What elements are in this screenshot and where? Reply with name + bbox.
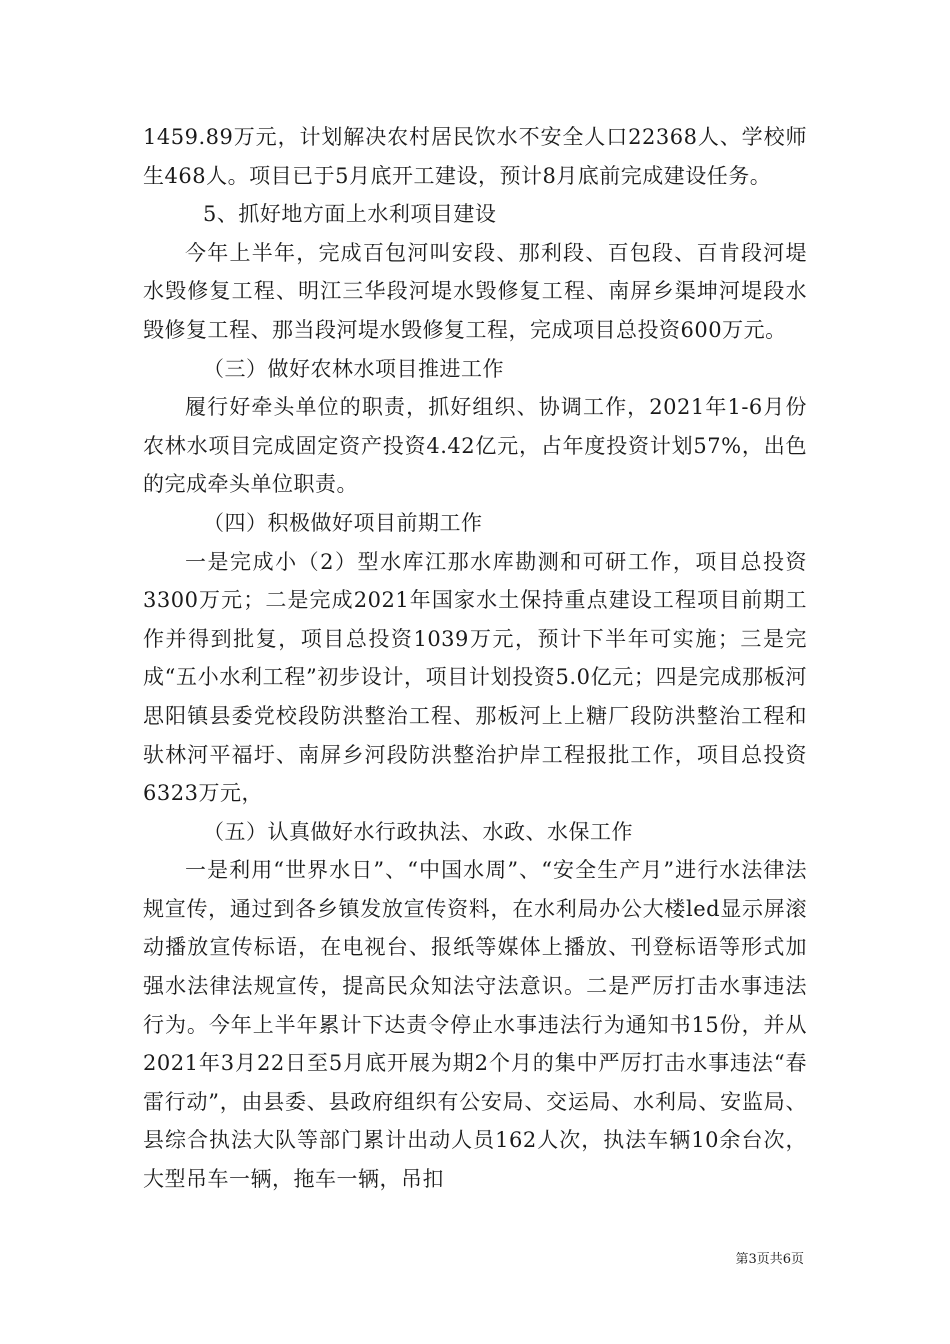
section-heading-5: 5、抓好地方面上水利项目建设	[203, 202, 497, 227]
section-heading-5-enforcement: （五）认真做好水行政执法、水政、水保工作	[203, 819, 633, 844]
page-number: 第3页共6页	[735, 1252, 804, 1267]
section-heading-3: （三）做好农林水项目推进工作	[203, 356, 504, 381]
paragraph-enforcement: 一是利用“世界水日”、“中国水周”、“安全生产月”进行水法律法规宣传，通过到各乡镇发放宣传资料，在水利局办公大楼led显示屏滚动播放宣传标语，在电视台、报纸等媒体上播放、刊登标语等形式加强水法律法规宣传，提高民众知法守法意识。二是严厉打击水事违法行为。今年上半年累计下达责令停止水事违法行为通知书15份，并从2021年3月22日至5月底开展为期2个月的集中严厉打击水事违法“春雷行动”，由县委、县政府组织有公安局、交运局、水利局、安监局、县综合执法大队等部门累计出动人员162人次，执法车辆10余台次，大型吊车一辆，拖车一辆，吊扣	[143, 858, 807, 1192]
document-body	[143, 118, 807, 1199]
paragraph-investment: 履行好牵头单位的职责，抓好组织、协调工作，2021年1-6月份农林水项目完成固定资产投资4.42亿元，占年度投资计划57%，出色的完成牵头单位职责。	[143, 395, 807, 497]
paragraph-continuation: 1459.89万元，计划解决农村居民饮水不安全人口22368人、学校师生468人。项目已于5月底开工建设，预计8月底前完成建设任务。	[143, 125, 807, 188]
paragraph-river-repair: 今年上半年，完成百包河叫安段、那利段、百包段、百肯段河堤水毁修复工程、明江三华段河堤水毁修复工程、南屏乡渠坤河堤段水毁修复工程、那当段河堤水毁修复工程，完成项目总投资600万元。	[143, 240, 807, 342]
section-heading-4: （四）积极做好项目前期工作	[203, 510, 483, 535]
paragraph-preliminary-work: 一是完成小（2）型水库江那水库勘测和可研工作，项目总投资3300万元；二是完成2021年国家水土保持重点建设工程项目前期工作并得到批复，项目总投资1039万元，预计下半年可实施；三是完成“五小水利工程”初步设计，项目计划投资5.0亿元；四是完成那板河思阳镇县委党校段防洪整治工程、那板河上上糖厂段防洪整治工程和驮林河平福圩、南屏乡河段防洪整治护岸工程报批工作，项目总投资6323万元，	[143, 549, 807, 806]
